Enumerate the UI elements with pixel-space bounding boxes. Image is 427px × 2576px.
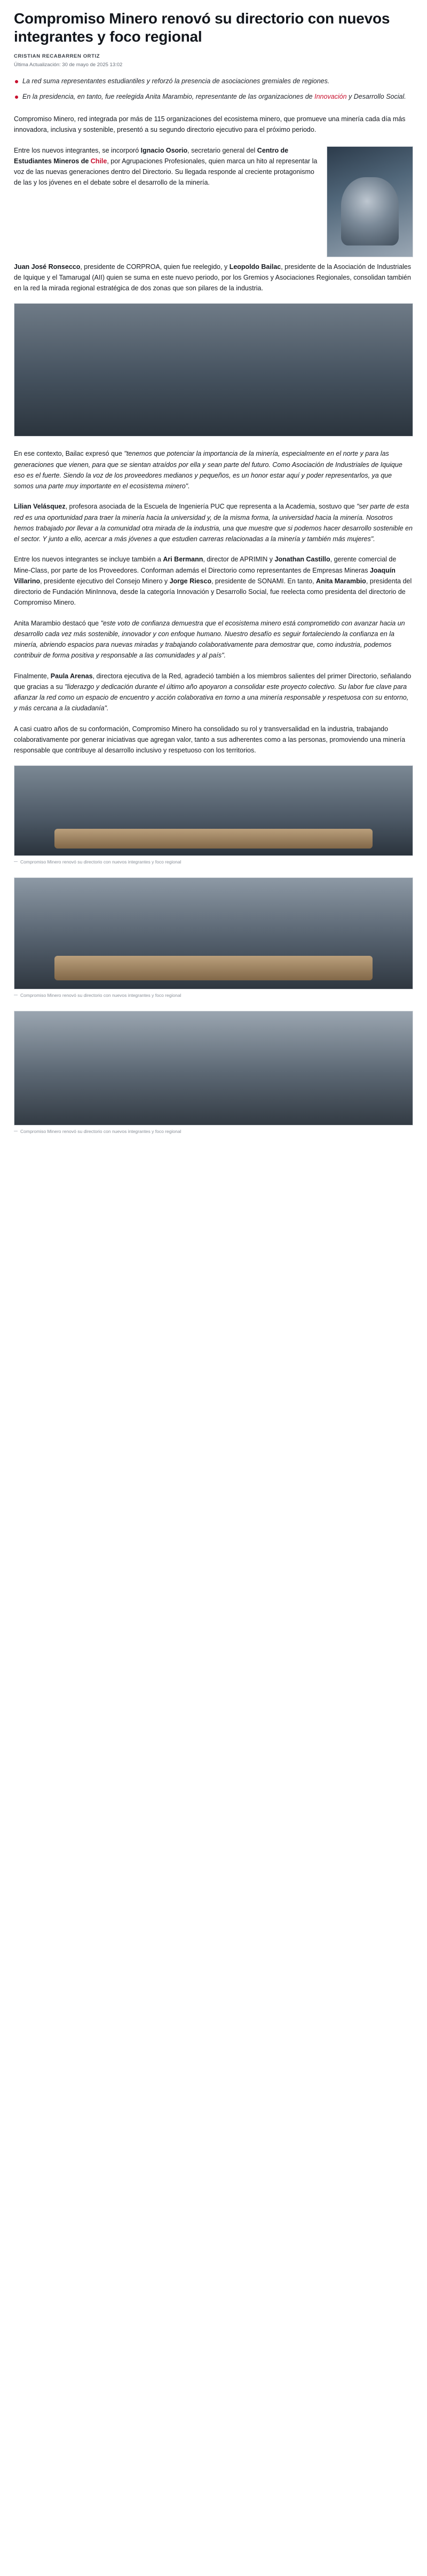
photo-people-3 <box>30 920 397 982</box>
photo-image-4 <box>14 1011 413 1125</box>
inline-portrait-figure <box>327 146 413 257</box>
paragraph-4: En ese contexto, Bailac expresó que "tenemos que potenciar la importancia de la minería, especialmente en el norte y para las generaciones que vienen, para que se sientan atraídos por ella y sean parte del futuro. Como Asociación de Industriales de Iquique eso es el fuerte. Siendo la voz de los proveedores medianos y pequeños, es un honor estar aquí y poder representarlos, ya que somos una parte muy importante en el ecosistema minero". <box>14 450 402 490</box>
paragraph-7: Anita Marambio destacó que "este voto de confianza demuestra que el ecosistema minero está comprometido con avanzar hacia un desarrollo cada vez más sostenible, innovador y con enfoque humano. Nuestro desafío es seguir fortaleciendo la confianza en la minería, abriendo espacios para nuevas miradas y trabajando colaborativamente para demostrar que, como industria, podemos contribuir de forma positiva y responsable a las comunidades y al país". <box>14 619 405 660</box>
photo-figure-3 <box>14 877 413 999</box>
last-updated-timestamp: Última Actualización: 30 de mayo de 2025 13:02 <box>14 62 123 68</box>
photo-caption-3: Compromiso Minero renovó su directorio con nuevos integrantes y foco regional <box>14 993 413 999</box>
paragraph-8: Finalmente, Paula Arenas, directora ejecutiva de la Red, agradeció también a los miembros salientes del primer Directorio, señalando que gracias a su "liderazgo y dedicación durante el último año apoyaron a consolidar este proyecto colectivo. Su labor fue clave para afianzar la red como un espacio de encuentro y acción colaborativa en torno a una minería responsable y respetuosa con su entorno, y más cercana a la ciudadanía". <box>14 672 412 712</box>
page-title: Compromiso Minero renovó su directorio con nuevos integrantes y foco regional <box>14 10 390 45</box>
photo-figure-4 <box>14 1011 413 1135</box>
paragraph-5: Lilian Velásquez, profesora asociada de la Escuela de Ingeniería PUC que representa a la Academia, sostuvo que "ser parte de esta red es una oportunidad para traer la minería hacia la universidad y, de la misma forma, la universidad hacia la minería. Nosotros hemos trabajado por llevar a la comunidad otra mirada de la industria, una que muestre que si podemos hacer desarrollo sostenible en el sector. Y junto a ello, acercar a más jóvenes a que estudien carreras relacionadas a la minería y también más mujeres". <box>14 503 413 543</box>
photo-caption-2: Compromiso Minero renovó su directorio con nuevos integrantes y foco regional <box>14 859 413 866</box>
photo-image-1 <box>14 303 413 437</box>
innovacion-link[interactable]: Innovación <box>314 92 347 100</box>
summary-bullet-2 <box>14 92 413 102</box>
photo-caption-4: Compromiso Minero renovó su directorio con nuevos integrantes y foco regional <box>14 1129 413 1135</box>
article-page <box>0 0 427 1168</box>
photo-people-4 <box>30 1055 397 1118</box>
photo-image-2 <box>14 765 413 856</box>
paragraph-3: Juan José Ronsecco, presidente de CORPROA, quien fue reelegido, y Leopoldo Bailac, presidente de la Asociación de Industriales de Iquique y el Tamarugal (AII) quien se suma en este nuevo periodo, por los Gremios y Asociaciones Regionales, consolidan también en la red la mirada regional estratégica de dos zonas que son pilares de la industria. <box>14 263 412 292</box>
summary-bullet-2-text-after: y Desarrollo Social. <box>346 92 406 100</box>
summary-bullet-2-text-before: En la presidencia, en tanto, fue reelegida Anita Marambio, representante de las organizaciones de <box>22 92 315 100</box>
photo-people-2 <box>30 800 397 850</box>
byline-author[interactable]: CRISTIAN RECABARREN ORTIZ <box>14 53 100 60</box>
summary-bullet-1-text: La red suma representantes estudiantiles y reforzó la presencia de asociaciones gremiales de regiones. <box>22 77 330 85</box>
photo-figure-2 <box>14 765 413 866</box>
article-summary-bullets <box>14 76 413 102</box>
summary-bullet-1 <box>14 76 413 86</box>
paragraph-6: Entre los nuevos integrantes se incluye también a Ari Bermann, director de APRIMIN y Jonathan Castillo, gerente comercial de Mine-Class, por parte de los Proveedores. Conforman además el Directorio como representantes de Empresas Mineras Joaquín Villarino, presidente ejecutivo del Consejo Minero y Jorge Riesco, presidente de SONAMI. En tanto, Anita Marambio, presidenta del directorio de Fundación MinInnova, desde la categoría Innovación y Desarrollo Social, fue reelecta como presidenta del directorio de Compromiso Minero. <box>14 556 412 607</box>
photo-people-1 <box>30 354 397 429</box>
inline-portrait-image <box>327 146 413 257</box>
photo-image-3 <box>14 877 413 989</box>
paragraph-9: A casi cuatro años de su conformación, Compromiso Minero ha consolidado su rol y transversalidad en la industria, trabajando colaborativamente por generar iniciativas que agregan valor, tanto a sus adherentes como a las personas, promoviendo una minería responsable que contribuye al desarrollo inclusivo y respetuoso con los territorios. <box>14 725 406 755</box>
photo-figure-1 <box>14 303 413 437</box>
paragraph-1: Compromiso Minero, red integrada por más de 115 organizaciones del ecosistema minero, que promueve una minería cada día más innovadora, inclusiva y sostenible, presentó a su segundo directorio ejecutivo para el próximo periodo. <box>14 115 406 134</box>
paragraph-2: Entre los nuevos integrantes, se incorporó Ignacio Osorio, secretario general del Centro de Estudiantes Mineros de Chile, por Agrupaciones Profesionales, quien marca un hito al representar la voz de las nuevas generaciones dentro del Directorio. Su llegada responde al creciente protagonismo de las y los jóvenes en el debate sobre el desarrollo de la minería. <box>14 146 318 187</box>
